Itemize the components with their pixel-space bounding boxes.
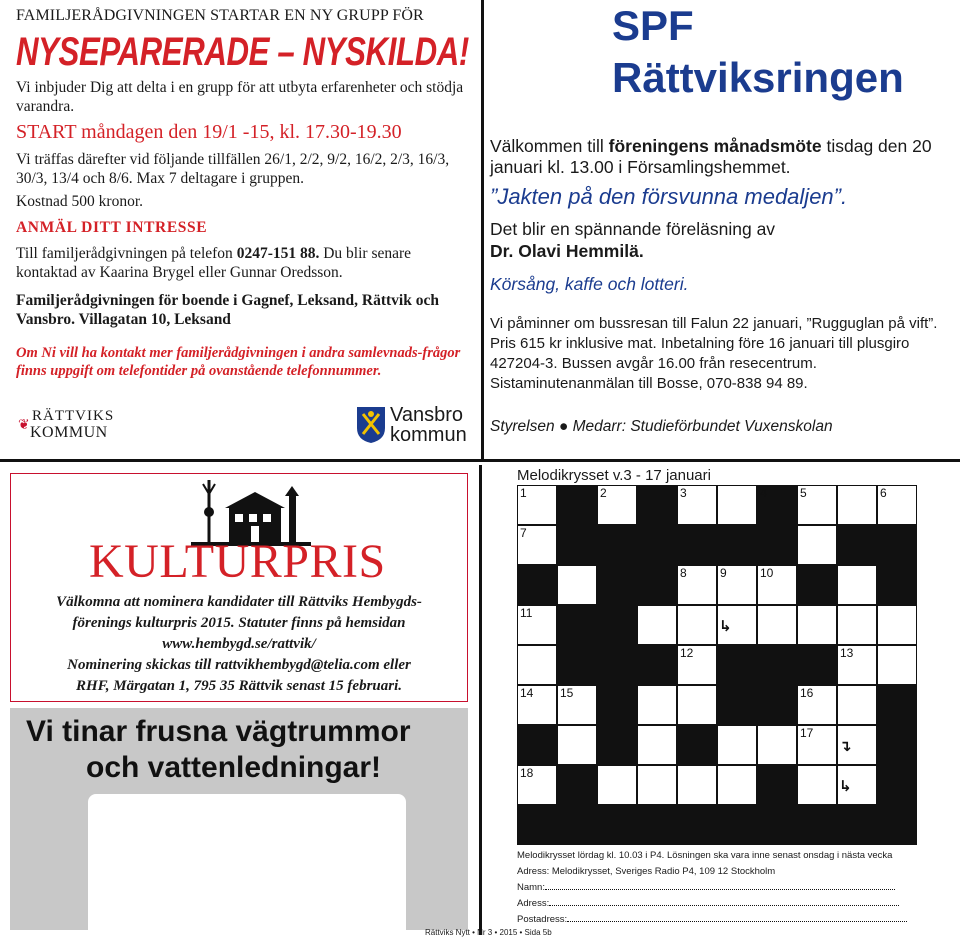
crossword-answer-cell[interactable] [877, 605, 917, 645]
kulturpris-ad [10, 473, 468, 702]
kulturpris-body: Välkomna att nominera kandidater till Rättviks Hembygds- förenings kulturpris 2015. Statuter finns på hemsidan www.hembygd.se/rattvik/ Nominering skickas till rattvikhembygd@telia.com eller RHF, Märgatan 1, 795 35 Rättvik senast 15 februari. [56, 594, 422, 694]
crossword-block-cell [757, 645, 797, 685]
crossword-block-cell [877, 765, 917, 805]
column-divider-lower [479, 465, 482, 935]
crossword-block-cell [677, 805, 717, 845]
crossword-clue-number: 17 [800, 726, 814, 740]
crossword-answer-cell[interactable] [797, 525, 837, 565]
crossword-block-cell [797, 645, 837, 685]
crossword-answer-cell[interactable] [557, 725, 597, 765]
crossword-clue-number: 14 [520, 686, 534, 700]
crossword-answer-cell[interactable] [677, 765, 717, 805]
spf-lecturer: Dr. Olavi Hemmilä. [490, 241, 644, 261]
spf-extras: Körsång, kaffe och lotteri. [490, 274, 689, 294]
crossword-answer-cell[interactable] [797, 605, 837, 645]
thaw-image-placeholder [88, 794, 406, 930]
crossword-block-cell [637, 525, 677, 565]
crossword-block-cell [717, 685, 757, 725]
crossword-answer-cell[interactable] [837, 565, 877, 605]
crossword-block-cell [557, 525, 597, 565]
crossword-answer-cell[interactable] [837, 485, 877, 525]
crossword-clue-number: 8 [680, 566, 687, 580]
row-divider [0, 459, 960, 462]
crossword-block-cell [637, 565, 677, 605]
spf-subtitle: Rättviksringen [612, 54, 904, 101]
crown-ornament-icon: ❦ [18, 418, 30, 433]
crossword-answer-cell[interactable] [557, 565, 597, 605]
crossword-block-cell [797, 805, 837, 845]
ad-intro: Vi inbjuder Dig att delta i en grupp för att utbyta erfarenheter och stödja varandra. [16, 79, 464, 115]
crossword-clue-number: 6 [880, 486, 887, 500]
crossword-answer-cell[interactable] [637, 765, 677, 805]
ad-headline: NYSEPARERADE – NYSKILDA! [16, 30, 469, 74]
crossword-clue-number: 11 [520, 606, 533, 620]
crossword-clue-number: 2 [600, 486, 607, 500]
rattvik-kommun-logo: ❦ RÄTTVIKS KOMMUN [18, 408, 115, 441]
spf-ad [486, 0, 960, 458]
crossword-clue-number: 15 [560, 686, 574, 700]
crossword-answer-cell[interactable] [837, 605, 877, 645]
crossword-block-cell [877, 685, 917, 725]
postal-field[interactable]: Postadress: [517, 914, 912, 925]
crossword-block-cell [677, 725, 717, 765]
crossword-block-cell [557, 605, 597, 645]
ad-phone-text: Till familjerådgivningen på telefon 0247-151 88. Du blir senare kontaktad av Kaarina Brygel eller Gunnar Oredsson. [16, 245, 412, 281]
crossword-answer-cell[interactable] [717, 485, 757, 525]
crossword-block-cell [597, 565, 637, 605]
crossword-answer-cell[interactable] [637, 725, 677, 765]
crossword-answer-cell[interactable] [837, 685, 877, 725]
address-field[interactable]: Adress: [517, 898, 912, 909]
crossword-answer-cell[interactable] [797, 765, 837, 805]
crossword-block-cell [717, 805, 757, 845]
crossword-block-cell [717, 645, 757, 685]
crossword-block-cell [877, 805, 917, 845]
thaw-service-ad [10, 708, 468, 930]
crossword-block-cell [557, 765, 597, 805]
crossword-answer-cell[interactable] [637, 685, 677, 725]
spf-welcome: Välkommen till föreningens månadsmöte tisdag den 20 januari kl. 13.00 i Församlingshemmet. [490, 136, 932, 177]
crossword-block-cell [637, 805, 677, 845]
crossword-answer-cell[interactable] [877, 645, 917, 685]
crossword-block-cell [757, 525, 797, 565]
spf-signature: Styrelsen ● Medarr: Studieförbundet Vuxenskolan [490, 418, 833, 435]
crossword-block-cell [677, 525, 717, 565]
crossword-block-cell [597, 605, 637, 645]
ad-org-text: Familjerådgivningen för boende i Gagnef, Leksand, Rättvik och Vansbro. Villagatan 10, Leksand [16, 292, 439, 328]
crossword-clue-number: 1 [520, 486, 527, 500]
direction-arrow-icon: ↴ [839, 737, 852, 755]
crossword-block-cell [717, 525, 757, 565]
crossword-block-cell [877, 725, 917, 765]
spf-lecture-line: Det blir en spännande föreläsning av [490, 219, 776, 239]
crossword-clue-number: 16 [800, 686, 814, 700]
crossword-answer-cell[interactable] [597, 765, 637, 805]
crossword-block-cell [757, 765, 797, 805]
crossword-clue-number: 18 [520, 766, 534, 780]
ad-footer-note: Om Ni vill ha kontakt mer familjerådgivningen i andra samlevnads-frågor finns uppgift om telefontider på ovanstående telefonnummer. [16, 345, 461, 379]
crossword-block-cell [597, 725, 637, 765]
crossword-answer-cell[interactable] [637, 605, 677, 645]
family-counselling-ad [0, 0, 478, 458]
ad-register-heading: ANMÄL DITT INTRESSE [16, 219, 208, 236]
crossword-answer-cell[interactable] [677, 605, 717, 645]
crossword-block-cell [557, 485, 597, 525]
crossword-block-cell [557, 645, 597, 685]
ad-cost: Kostnad 500 kronor. [16, 193, 144, 210]
crossword-clue-number: 7 [520, 526, 527, 540]
crossword-answer-cell[interactable] [717, 725, 757, 765]
crossword-block-cell [877, 565, 917, 605]
crossword-block-cell [877, 525, 917, 565]
ad-start-date: START måndagen den 19/1 -15, kl. 17.30-19.30 [16, 121, 402, 143]
crossword-block-cell [597, 685, 637, 725]
ad-schedule: Vi träffas därefter vid följande tillfällen 26/1, 2/2, 9/2, 16/2, 2/3, 16/3, 30/3, 13/4 och 8/6. Max 7 deltagare i gruppen. [16, 151, 450, 187]
spf-lecture-title: ”Jakten på den försvunna medaljen”. [490, 184, 848, 209]
crossword-answer-cell[interactable] [757, 725, 797, 765]
kulturpris-title: KULTURPRIS [89, 535, 386, 588]
direction-arrow-icon: ↳ [719, 617, 732, 635]
crossword-answer-cell[interactable] [677, 685, 717, 725]
crossword-clue-number: 3 [680, 486, 687, 500]
crossword-block-cell [757, 805, 797, 845]
crossword-block-cell [597, 805, 637, 845]
crossword-block-cell [637, 485, 677, 525]
crossword-clue-number: 4 [760, 486, 767, 500]
crossword-block-cell [557, 805, 597, 845]
crossword-footer-1: Melodikrysset lördag kl. 10.03 i P4. Lösningen ska vara inne senast onsdag i nästa vecka [517, 850, 893, 861]
column-divider [481, 0, 484, 460]
spf-bus-info: Vi påminner om bussresan till Falun 22 januari, ”Rugguglan på vift”. Pris 615 kr inklusive mat. Inbetalning före 16 januari till plusgiro 427204-3. Bussen avgår 16.00 från resecentrum. Sistaminutenanmälan till Bosse, 070-838 94 89. [490, 315, 938, 392]
crossword-block-cell [597, 525, 637, 565]
crossword-block-cell [837, 805, 877, 845]
vansbro-kommun-logo: Vansbro kommun [356, 404, 476, 448]
crossword-block-cell [637, 645, 677, 685]
name-field[interactable]: Namn: [517, 882, 912, 893]
crossword-footer-2: Adress: Melodikrysset, Sveriges Radio P4, 109 12 Stockholm [517, 866, 776, 877]
crossword-clue-number: 13 [840, 646, 854, 660]
page-footer: Rättviks Nytt • Nr 3 • 2015 • Sida 5b [425, 928, 552, 937]
crossword-block-cell [797, 565, 837, 605]
crossword-block-cell [597, 645, 637, 685]
crossword-clue-number: 9 [720, 566, 727, 580]
crossword-clue-number: 10 [760, 566, 774, 580]
crossword-block-cell [517, 565, 557, 605]
crossword-block-cell [517, 805, 557, 845]
crossword-title: Melodikrysset v.3 - 17 januari [517, 467, 711, 484]
thaw-headline: Vi tinar frusna vägtrummor och vattenledningar! [26, 715, 411, 784]
direction-arrow-icon: ↳ [839, 777, 852, 795]
ad-kicker: FAMILJERÅDGIVNINGEN STARTAR EN NY GRUPP FÖR [16, 7, 424, 24]
crossword-block-cell [757, 685, 797, 725]
crossword-block-cell [837, 525, 877, 565]
crossword-answer-cell[interactable] [517, 645, 557, 685]
spf-title: SPF [612, 2, 694, 49]
ad-phone-number: 0247-151 88. [236, 245, 320, 262]
crossword-block-cell [517, 725, 557, 765]
crossword-answer-cell[interactable] [717, 765, 757, 805]
vansbro-shield-icon [356, 406, 386, 444]
crossword-clue-number: 5 [800, 486, 807, 500]
crossword-answer-cell[interactable] [757, 605, 797, 645]
crossword-clue-number: 12 [680, 646, 694, 660]
